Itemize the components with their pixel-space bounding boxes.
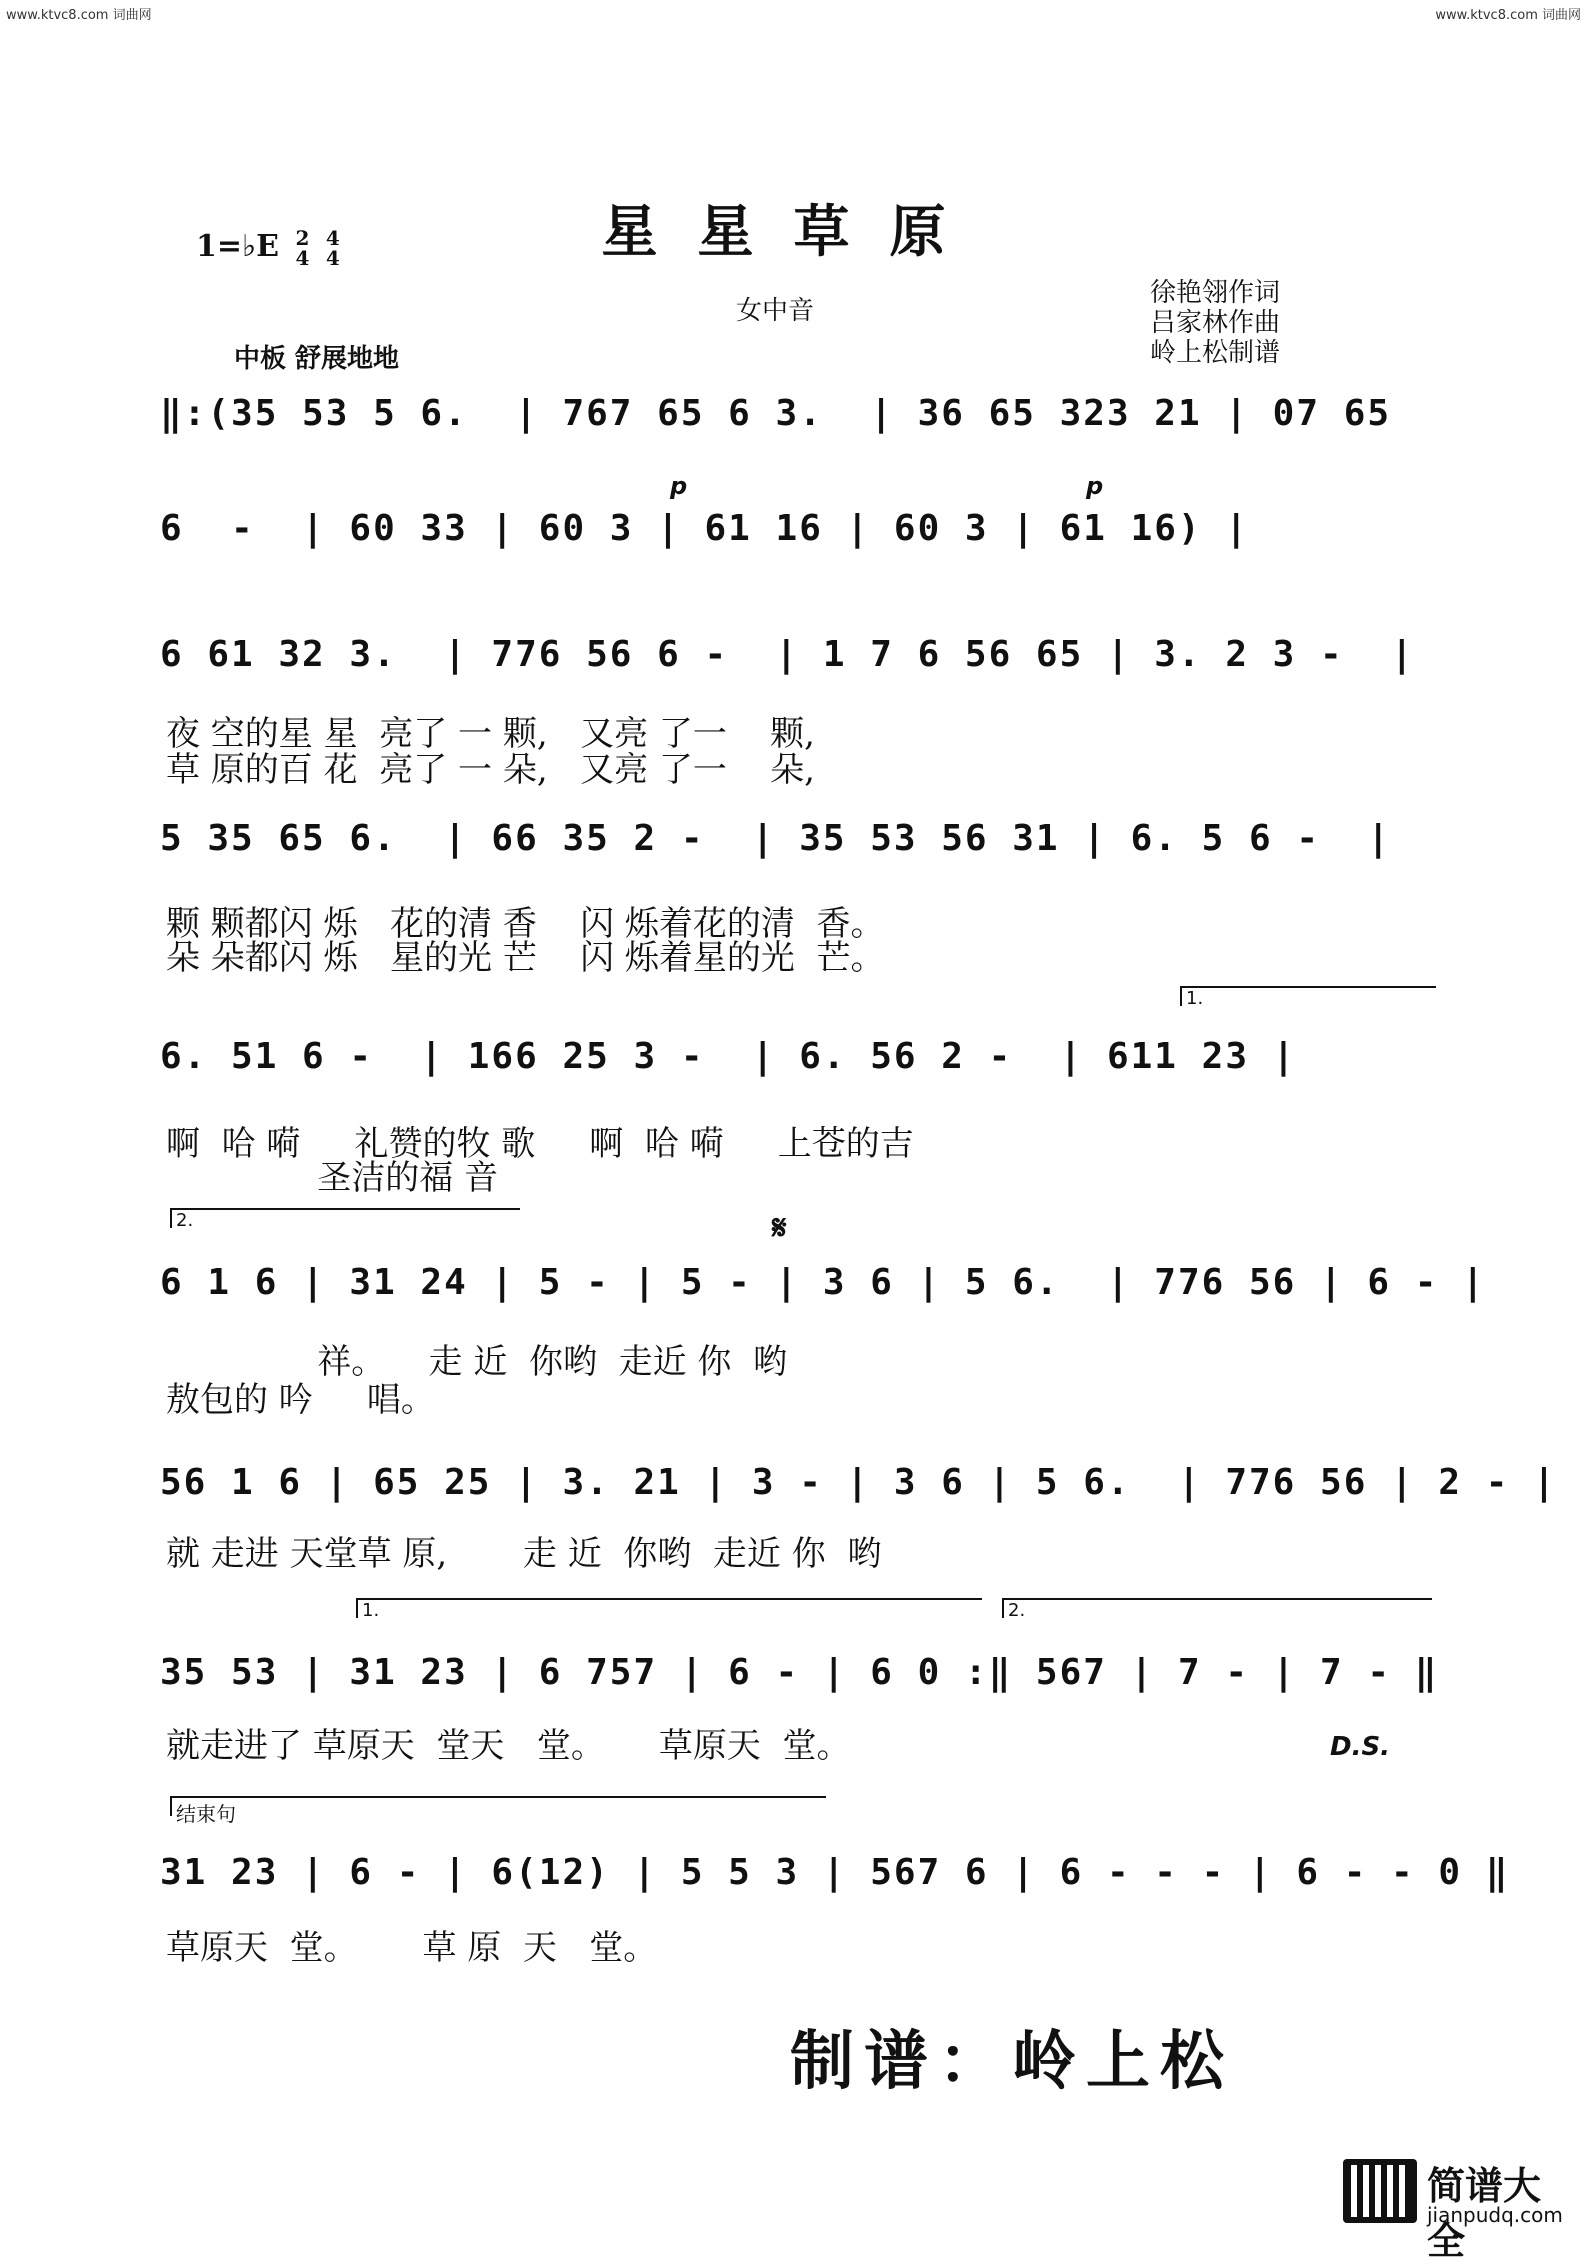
volta-1: 1. — [356, 1598, 982, 1618]
logo-text: 简谱大全 — [1427, 2164, 1542, 2263]
lyrics-verse-1: 就走进了 草原天 堂天 堂。 草原天 堂。 — [166, 1726, 851, 1766]
logo-url: jianpudq.com — [1427, 2203, 1563, 2227]
lyrics-verse-1: 颗 颗都闪 烁 花的清 香 闪 烁着花的清 香。 — [166, 904, 885, 944]
piano-icon — [1343, 2159, 1417, 2223]
score-line-6 — [160, 1208, 1486, 1420]
notes-line-6: 6 1 6 | 31 24 | 5 - | 5 - | 3 6 | 5 6. | 776 56 | 6 - | — [160, 1262, 1486, 1303]
header-right: www.ktvc8.com 词曲网 — [1435, 8, 1581, 23]
score-line-5 — [160, 988, 1430, 1198]
lyrics-verse-1: 祥。 走 近 你哟 走近 你 哟 — [166, 1342, 787, 1382]
dynamic-mark: p — [670, 472, 688, 500]
key-signature — [196, 228, 340, 268]
score-line-3 — [160, 634, 1430, 790]
score-line-4 — [160, 818, 1430, 978]
notes-line-1: ‖:(35 53 5 6. | 767 65 6 3. | 36 65 323 21 | 07 65 — [160, 393, 1392, 434]
credits — [1150, 278, 1280, 368]
score-line-9 — [160, 1802, 1510, 1968]
lyrics-verse-2: 草 原的百 花 亮了 一 朵, 又亮 了一 朵, — [166, 750, 815, 790]
lyrics-verse-1: 草原天 堂。 草 原 天 堂。 — [166, 1928, 658, 1968]
notes-line-2: 6 - | 60 33 | 60 3 | 61 16 | 60 3 | 61 16) | — [160, 508, 1249, 549]
lyrics-verse-1: 夜 空的星 星 亮了 一 颗, 又亮 了一 颗, — [166, 714, 815, 754]
ds-mark: D.S. — [1330, 1732, 1391, 1762]
ending-label: 结束句 — [170, 1796, 826, 1816]
notes-line-7: 56 1 6 | 65 25 | 3. 21 | 3 - | 3 6 | 5 6. | 776 56 | 2 - | — [160, 1462, 1557, 1503]
dynamic-mark: p — [1086, 472, 1104, 500]
volta-1: 1. — [1180, 986, 1436, 1006]
score-line-1 — [160, 393, 1430, 463]
lyrics-verse-2: 敖包的 吟 唱。 — [166, 1380, 435, 1420]
score-line-8 — [160, 1600, 1439, 1766]
voice-type: 女中音 — [736, 296, 815, 326]
notes-line-4: 5 35 65 6. | 66 35 2 - | 35 53 56 31 | 6. 5 6 - | — [160, 818, 1392, 859]
notes-line-3: 6 61 32 3. | 776 56 6 - | 1 7 6 56 65 | 3. 2 3 - | — [160, 634, 1415, 675]
signature: 制谱：岭上松 — [790, 2024, 1234, 2099]
score-line-7 — [160, 1462, 1557, 1574]
credit-lyricist: 徐艳翎作词 — [1150, 278, 1281, 308]
lyrics-verse-2: 朵 朵都闪 烁 星的光 芒 闪 烁着星的光 芒。 — [166, 938, 885, 978]
page-title: 星星草原 — [601, 199, 986, 265]
credit-transcriber: 岭上松制谱 — [1150, 338, 1281, 368]
notes-line-8: 35 53 | 31 23 | 6 757 | 6 - | 6 0 :‖ 567 | 7 - | 7 - ‖ — [160, 1652, 1439, 1693]
header-left: www.ktvc8.com 词曲网 — [6, 8, 152, 23]
lyrics-verse-1: 就 走进 天堂草 原, 走 近 你哟 走近 你 哟 — [166, 1534, 882, 1574]
lyrics-verse-1: 啊 哈 嗬 礼赞的牧 歌 啊 哈 嗬 上苍的吉 — [166, 1124, 914, 1164]
volta-2: 2. — [170, 1208, 520, 1228]
score-line-2 — [160, 472, 1430, 578]
tempo-marking: 中板 舒展地地 — [234, 344, 400, 374]
segno-mark: 𝄋 — [772, 1208, 787, 1248]
credit-composer: 吕家林作曲 — [1150, 308, 1281, 338]
time-sig-2: 4 4 — [325, 226, 340, 270]
lyrics-verse-2: 圣洁的福 音 — [166, 1158, 499, 1198]
volta-2: 2. — [1002, 1598, 1432, 1618]
time-sig-1: 2 4 — [295, 226, 310, 270]
notes-line-9: 31 23 | 6 - | 6(12) | 5 5 3 | 567 6 | 6 - - - | 6 - - 0 ‖ — [160, 1852, 1510, 1893]
notes-line-5: 6. 51 6 - | 166 25 3 - | 6. 56 2 - | 611 23 | — [160, 1036, 1297, 1077]
site-logo[interactable] — [1343, 2149, 1573, 2263]
key-tonic: 1=♭E — [196, 229, 280, 264]
